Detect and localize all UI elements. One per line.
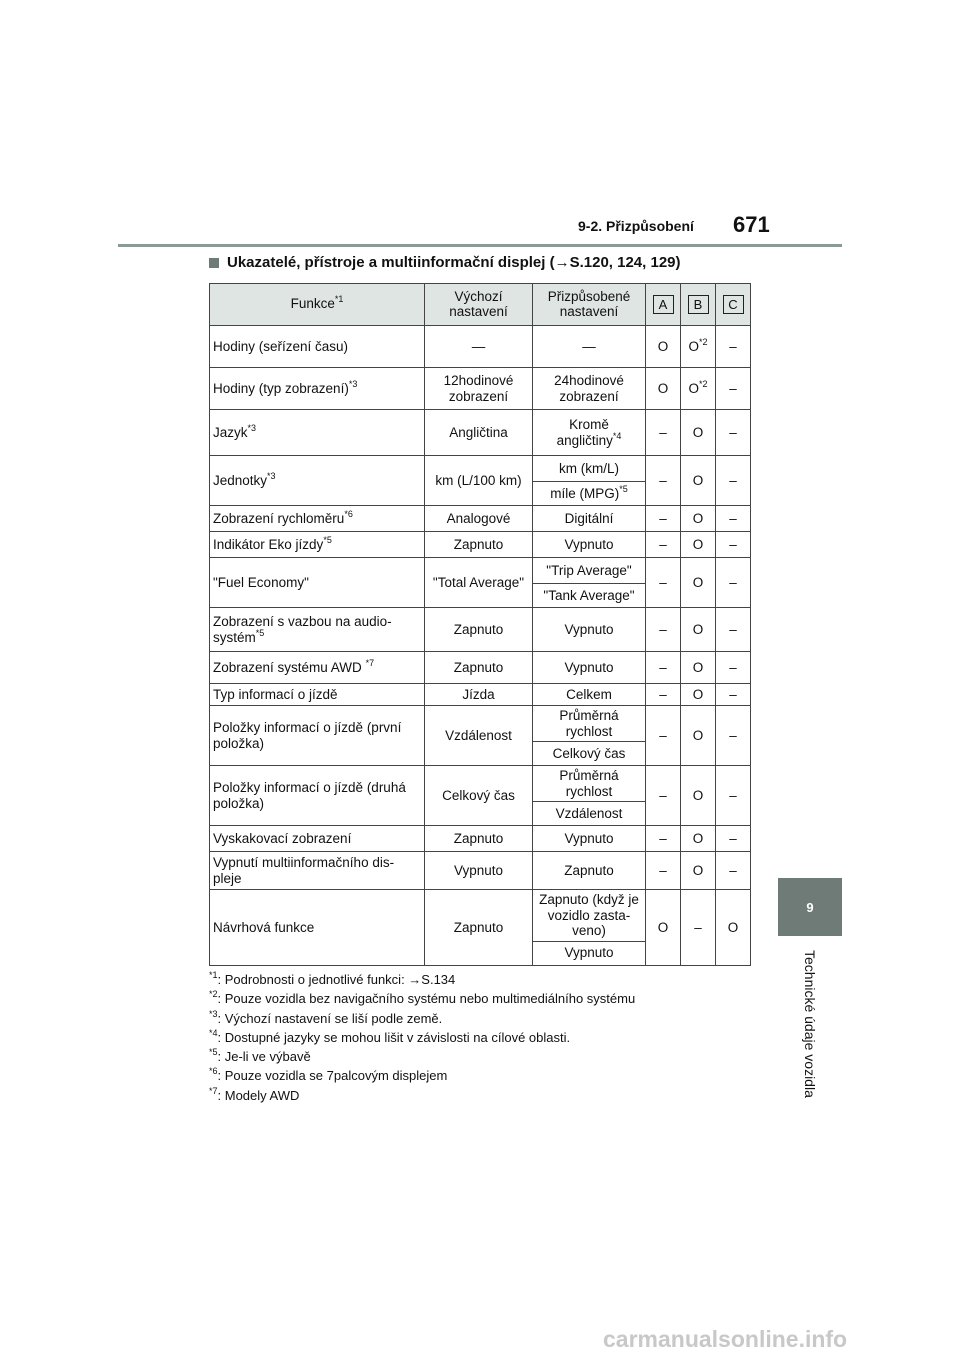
cell-c: O	[716, 890, 751, 966]
table-row	[210, 456, 751, 482]
cell-default: Vypnuto	[425, 852, 533, 890]
cell-custom: Kromě angličtiny$^{*4}$	[533, 410, 646, 456]
cell-custom: Průměrná rychlost	[533, 706, 646, 742]
cell-function: Zobrazení s vazbou na audio-systém$^{*5}$	[210, 608, 425, 652]
table-row	[210, 558, 751, 584]
cell-a: –	[646, 826, 681, 852]
footnote: $^{*1}$: Podrobnosti o jednotlivé funkci: →S.134	[209, 970, 456, 987]
table-row	[210, 766, 751, 802]
header-b: B	[681, 284, 716, 326]
cell-c: –	[716, 506, 751, 532]
cell-function: Položky informací o jízdě (první položka)	[210, 706, 425, 766]
footnote: $^{*4}$: Dostupné jazyky se mohou lišit v závislosti na cílové oblasti.	[209, 1027, 571, 1045]
cell-default: Zapnuto	[425, 652, 533, 684]
cell-function: Jazyk$^{*3}$	[210, 410, 425, 456]
cell-a: –	[646, 706, 681, 766]
cell-custom: Vypnuto	[533, 652, 646, 684]
cell-default: Angličtina	[425, 410, 533, 456]
cell-default: Zapnuto	[425, 890, 533, 966]
cell-c: –	[716, 326, 751, 368]
cell-a: –	[646, 608, 681, 652]
chapter-number: 9	[806, 899, 814, 915]
cell-a: –	[646, 766, 681, 826]
footnote: $^{*6}$: Pouze vozidla se 7palcovým displejem	[209, 1066, 448, 1084]
cell-a: –	[646, 852, 681, 890]
header-a: A	[646, 284, 681, 326]
cell-default: 12hodinové zobrazení	[425, 368, 533, 410]
cell-custom-alt: Celkový čas	[533, 742, 646, 766]
cell-c: –	[716, 852, 751, 890]
table-row	[210, 326, 751, 368]
cell-c: –	[716, 826, 751, 852]
table-row	[210, 706, 751, 742]
cell-b: O	[681, 706, 716, 766]
table-row	[210, 410, 751, 456]
cell-a: –	[646, 506, 681, 532]
cell-custom-alt: Vzdálenost	[533, 802, 646, 826]
footnote: $^{*5}$: Je-li ve výbavě	[209, 1047, 311, 1065]
cell-a: –	[646, 558, 681, 608]
cell-b: O	[681, 826, 716, 852]
cell-function: "Fuel Economy"	[210, 558, 425, 608]
cell-c: –	[716, 684, 751, 706]
table-row	[210, 684, 751, 706]
cell-function: Položky informací o jízdě (druhá položka)	[210, 766, 425, 826]
cell-custom: Vypnuto	[533, 608, 646, 652]
cell-b: O	[681, 506, 716, 532]
table-header-row	[210, 284, 751, 326]
header-vychozi: Výchozí nastavení	[425, 284, 533, 326]
cell-default: Zapnuto	[425, 826, 533, 852]
cell-a: –	[646, 410, 681, 456]
cell-default: Jízda	[425, 684, 533, 706]
footnote: $^{*2}$: Pouze vozidla bez navigačního systému nebo multimediálního systému	[209, 989, 636, 1007]
cell-default: —	[425, 326, 533, 368]
table-row	[210, 506, 751, 532]
cell-function: Indikátor Eko jízdy$^{*5}$	[210, 532, 425, 558]
cell-custom-alt: míle (MPG)$^{*5}$	[533, 482, 646, 506]
cell-a: O	[646, 326, 681, 368]
table-row	[210, 532, 751, 558]
cell-function: Zobrazení rychloměru$^{*6}$	[210, 506, 425, 532]
square-bullet-icon	[209, 258, 219, 268]
cell-custom: Vypnuto	[533, 826, 646, 852]
cell-custom: 24hodinové zobrazení	[533, 368, 646, 410]
cell-c: –	[716, 766, 751, 826]
footnote: $^{*7}$: Modely AWD	[209, 1085, 300, 1103]
cell-function: Hodiny (seřízení času)	[210, 326, 425, 368]
cell-c: –	[716, 608, 751, 652]
cell-b: O	[681, 558, 716, 608]
cell-c: –	[716, 706, 751, 766]
cell-a: –	[646, 456, 681, 506]
cell-b: $O^{*2}$	[681, 326, 716, 368]
section-header: 9-2. Přizpůsobení	[578, 218, 694, 234]
cell-b: O	[681, 608, 716, 652]
cell-c: –	[716, 410, 751, 456]
cell-b: O	[681, 766, 716, 826]
cell-b: O	[681, 852, 716, 890]
cell-custom: Digitální	[533, 506, 646, 532]
table-row	[210, 608, 751, 652]
cell-b: O	[681, 684, 716, 706]
cell-a: –	[646, 532, 681, 558]
cell-default: Zapnuto	[425, 532, 533, 558]
cell-custom: Celkem	[533, 684, 646, 706]
table-row	[210, 368, 751, 410]
cell-c: –	[716, 456, 751, 506]
cell-a: –	[646, 652, 681, 684]
footnotes	[209, 970, 635, 1105]
cell-default: Celkový čas	[425, 766, 533, 826]
cell-c: –	[716, 368, 751, 410]
page-number: 671	[733, 212, 770, 237]
cell-function: Návrhová funkce	[210, 890, 425, 966]
cell-c: –	[716, 558, 751, 608]
cell-default: km (L/100 km)	[425, 456, 533, 506]
cell-b: O	[681, 456, 716, 506]
cell-c: –	[716, 652, 751, 684]
cell-custom: Zapnuto	[533, 852, 646, 890]
cell-custom-alt: Vypnuto	[533, 941, 646, 965]
chapter-label: Technické údaje vozidla	[802, 950, 818, 1098]
cell-b: $O^{*2}$	[681, 368, 716, 410]
cell-custom: "Trip Average"	[533, 558, 646, 584]
header-prizpusobene: Přizpůsobené nastavení	[533, 284, 646, 326]
section-title	[209, 254, 681, 271]
table-row	[210, 826, 751, 852]
table-row	[210, 652, 751, 684]
cell-default: Zapnuto	[425, 608, 533, 652]
cell-custom: Zapnuto (když je vozidlo zasta-veno)	[533, 890, 646, 942]
cell-function: Zobrazení systému AWD $^{*7}$	[210, 652, 425, 684]
header-divider	[118, 244, 842, 247]
cell-a: –	[646, 684, 681, 706]
cell-custom: Průměrná rychlost	[533, 766, 646, 802]
cell-a: O	[646, 890, 681, 966]
cell-b: O	[681, 532, 716, 558]
settings-table	[209, 283, 751, 966]
cell-function: Jednotky$^{*3}$	[210, 456, 425, 506]
cell-default: Analogové	[425, 506, 533, 532]
cell-function: Vyskakovací zobrazení	[210, 826, 425, 852]
header-c: C	[716, 284, 751, 326]
cell-a: O	[646, 368, 681, 410]
cell-b: –	[681, 890, 716, 966]
cell-custom: —	[533, 326, 646, 368]
cell-c: –	[716, 532, 751, 558]
cell-function: Vypnutí multiinformačního dis-pleje	[210, 852, 425, 890]
cell-b: O	[681, 652, 716, 684]
watermark: carmanualsonline.info	[603, 1326, 848, 1352]
cell-b: O	[681, 410, 716, 456]
cell-function: Hodiny (typ zobrazení)$^{*3}$	[210, 368, 425, 410]
cell-custom: Vypnuto	[533, 532, 646, 558]
cell-function: Typ informací o jízdě	[210, 684, 425, 706]
cell-default: "Total Average"	[425, 558, 533, 608]
chapter-tab[interactable]	[778, 878, 842, 936]
table-row	[210, 852, 751, 890]
header-funkce: Funkce$^{*1}$	[210, 284, 425, 326]
section-title-text: Ukazatelé, přístroje a multiinformační displej (→S.120, 124, 129)	[227, 254, 681, 271]
table-row	[210, 890, 751, 942]
cell-custom: km (km/L)	[533, 456, 646, 482]
cell-custom-alt: "Tank Average"	[533, 584, 646, 608]
footnote: $^{*3}$: Výchozí nastavení se liší podle země.	[209, 1008, 443, 1026]
cell-default: Vzdálenost	[425, 706, 533, 766]
